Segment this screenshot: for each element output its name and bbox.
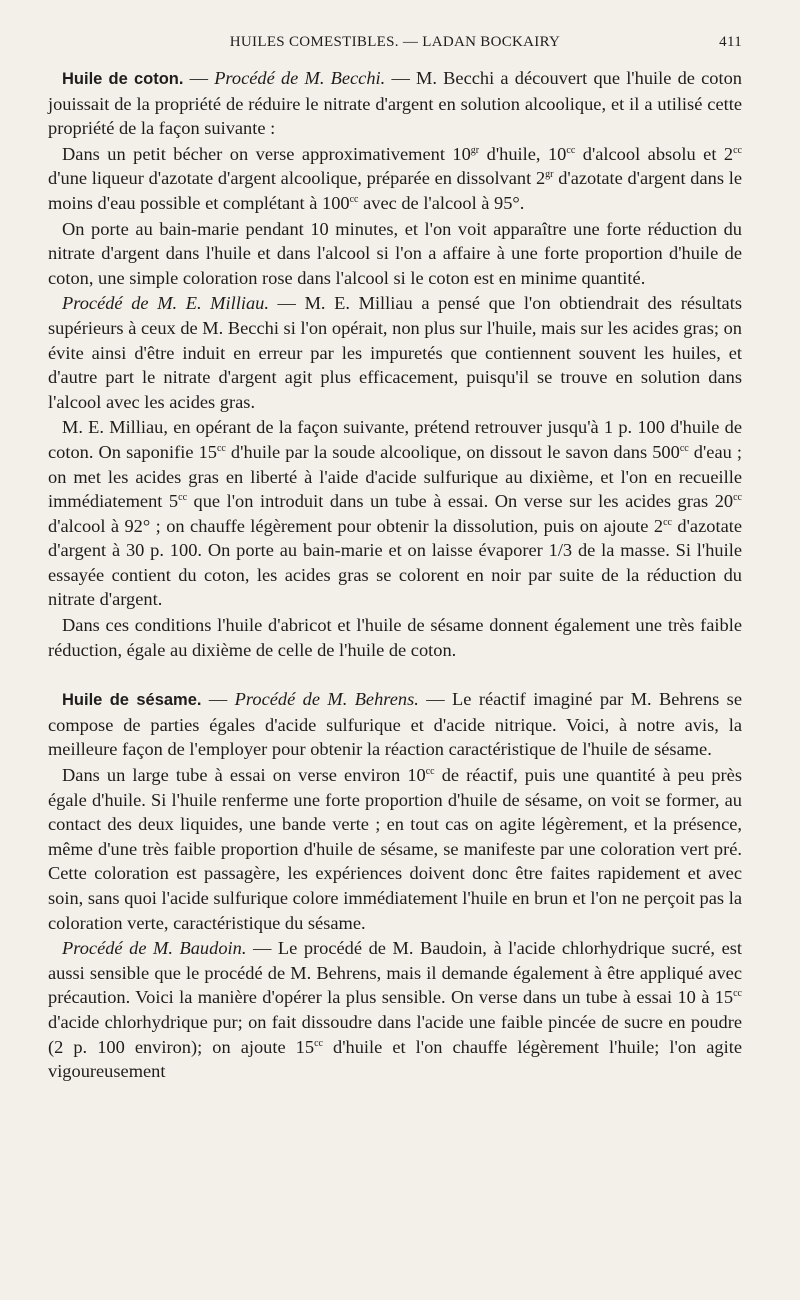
unit-superscript: gr <box>545 169 554 181</box>
text-run: Dans ces conditions l'huile d'abricot et l'huile de sésame donnent également une très faible réduction, égale au dixième de celle de l'huile de coton. <box>48 615 742 660</box>
text-run: d'une liqueur d'azotate d'argent alcoolique, préparée en dissolvant 2 <box>48 168 546 189</box>
paragraph <box>48 415 742 612</box>
text-run: d'azotate d'argent dans le moins d'eau possible et complétant à 100 <box>48 168 742 213</box>
unit-superscript: cc <box>733 988 742 1000</box>
page-number: 411 <box>719 34 742 50</box>
method-title: Procédé de M. Becchi. <box>214 68 386 88</box>
paragraph <box>48 217 742 291</box>
section-gap <box>48 663 742 687</box>
unit-superscript: cc <box>663 516 672 528</box>
text-run: — M. E. Milliau a pensé que l'on obtiendrait des résultats supérieurs à ceux de M. Becchi si l'on opérait, non plus sur l'huile, mais sur les acides gras; on évite ainsi d'être induit en erreur par les impuretés que contiennent souvent les huiles, et d'autre part le nitrate d'argent agit plus efficacement, puisqu'il se trouve en solution dans l'alcool avec les acides gras. <box>48 293 742 412</box>
text-run: que l'on introduit dans un tube à essai. On verse sur les acides gras 20 <box>187 491 734 512</box>
text-run: d'huile par la soude alcoolique, on dissout le savon dans 500 <box>225 441 680 462</box>
unit-superscript: cc <box>679 442 689 454</box>
section-heading: Huile de coton. <box>62 70 184 88</box>
paragraph <box>48 142 742 216</box>
unit-superscript: gr <box>470 144 480 156</box>
text-run: — M. Becchi a découvert que l'huile de coton jouissait de la propriété de réduire le nitrate d'argent en solution alcoolique, et il a utilisé cette propriété de la façon suivante : <box>48 68 742 139</box>
text-run: Dans un petit bécher on verse approximativement 10 <box>62 143 471 164</box>
paragraph <box>48 291 742 414</box>
unit-superscript: cc <box>349 193 359 205</box>
paragraph <box>48 613 742 662</box>
method-title: Procédé de M. Baudoin. <box>62 938 247 959</box>
unit-superscript: cc <box>566 144 576 156</box>
unit-superscript: cc <box>733 144 742 156</box>
text-run: de réactif, puis une quantité à peu près égale d'huile. Si l'huile renferme une forte proportion d'huile de sésame, on voit se former, au contact des deux liquides, une bande verte ; en tout cas on agite légèrement, et la présence, même d'une très faible proportion d'huile de sésame, se manifeste par une coloration vert pré. Cette coloration est passagère, les expériences doivent donc être faites rapidement et avec soin, sans quoi l'acide sulfurique colore immédiatement l'huile en brun et l'on ne perçoit pas la coloration verte, caractéristique du sésame. <box>48 765 743 933</box>
text-run: d'alcool absolu et 2 <box>575 143 734 164</box>
method-title: Procédé de M. Behrens. <box>234 689 419 710</box>
unit-superscript: cc <box>425 766 435 778</box>
text-run: — Le réactif imaginé par M. Behrens se compose de parties égales d'acide sulfurique et d'acide nitrique. Voici, à notre avis, la meilleure façon de l'employer pour obtenir la réaction caractéristique de l'huile de sésame. <box>48 689 743 760</box>
unit-superscript: cc <box>733 492 742 504</box>
paragraph <box>48 763 742 935</box>
method-title: Procédé de M. E. Milliau. <box>62 293 269 314</box>
text-run: d'azotate d'argent à 30 p. 100. On porte au bain-marie et on laisse évaporer 1/3 de la masse. Si l'huile essayée contient du coton, les acides gras se colorent en noir par suite de la réduction du nitrate d'argent. <box>48 515 742 610</box>
unit-superscript: cc <box>216 442 226 454</box>
text-run: — <box>201 689 235 710</box>
running-title: HUILES COMESTIBLES. — LADAN BOCKAIRY <box>229 34 561 50</box>
paragraph <box>48 936 742 1084</box>
paragraph <box>48 687 742 762</box>
unit-superscript: cc <box>178 492 188 504</box>
text-run: On porte au bain-marie pendant 10 minutes, et l'on voit apparaître une forte réduction du nitrate d'argent dans l'huile et dans l'alcool si l'on a affaire à une forte proportion d'huile de coton, une simple coloration rose dans l'alcool si le coton est en minime quantité. <box>48 218 742 288</box>
section-heading: Huile de sésame. <box>62 691 202 710</box>
text-run: — Le procédé de M. Baudoin, à l'acide chlorhydrique sucré, est aussi sensible que le procédé de M. Behrens, mais il demande également à être appliqué avec précaution. Voici la manière d'opérer la plus sensible. On verse dans un tube à essai 10 à 15 <box>48 938 742 1008</box>
text-run: Dans un large tube à essai on verse environ 10 <box>62 765 426 786</box>
text-run: avec de l'alcool à 95°. <box>358 192 525 213</box>
text-run: M. E. Milliau, en opérant de la façon suivante, prétend retrouver jusqu'à 1 p. 100 d'huile de coton. On saponifie 15 <box>48 417 742 462</box>
text-run: d'acide chlorhydrique pur; on fait dissoudre dans l'acide une faible pincée de sucre en poudre (2 p. 100 environ); on ajoute 15 <box>48 1011 742 1057</box>
page-header <box>48 34 742 56</box>
text-run: d'huile, 10 <box>479 143 567 164</box>
text-run: — <box>183 68 215 88</box>
text-run: d'alcool à 92° ; on chauffe légèrement pour obtenir la dissolution, puis on ajoute 2 <box>48 515 664 536</box>
paragraph <box>48 66 742 141</box>
text-run: d'huile et l'on chauffe légèrement l'huile; l'on agite vigoureusement <box>48 1036 742 1082</box>
unit-superscript: cc <box>314 1037 323 1049</box>
text-run: d'eau ; on met les acides gras en liberté à l'aide d'acide sulfurique au dixième, et l'on en recueille immédiatement 5 <box>48 441 742 512</box>
page-body <box>48 66 742 1085</box>
